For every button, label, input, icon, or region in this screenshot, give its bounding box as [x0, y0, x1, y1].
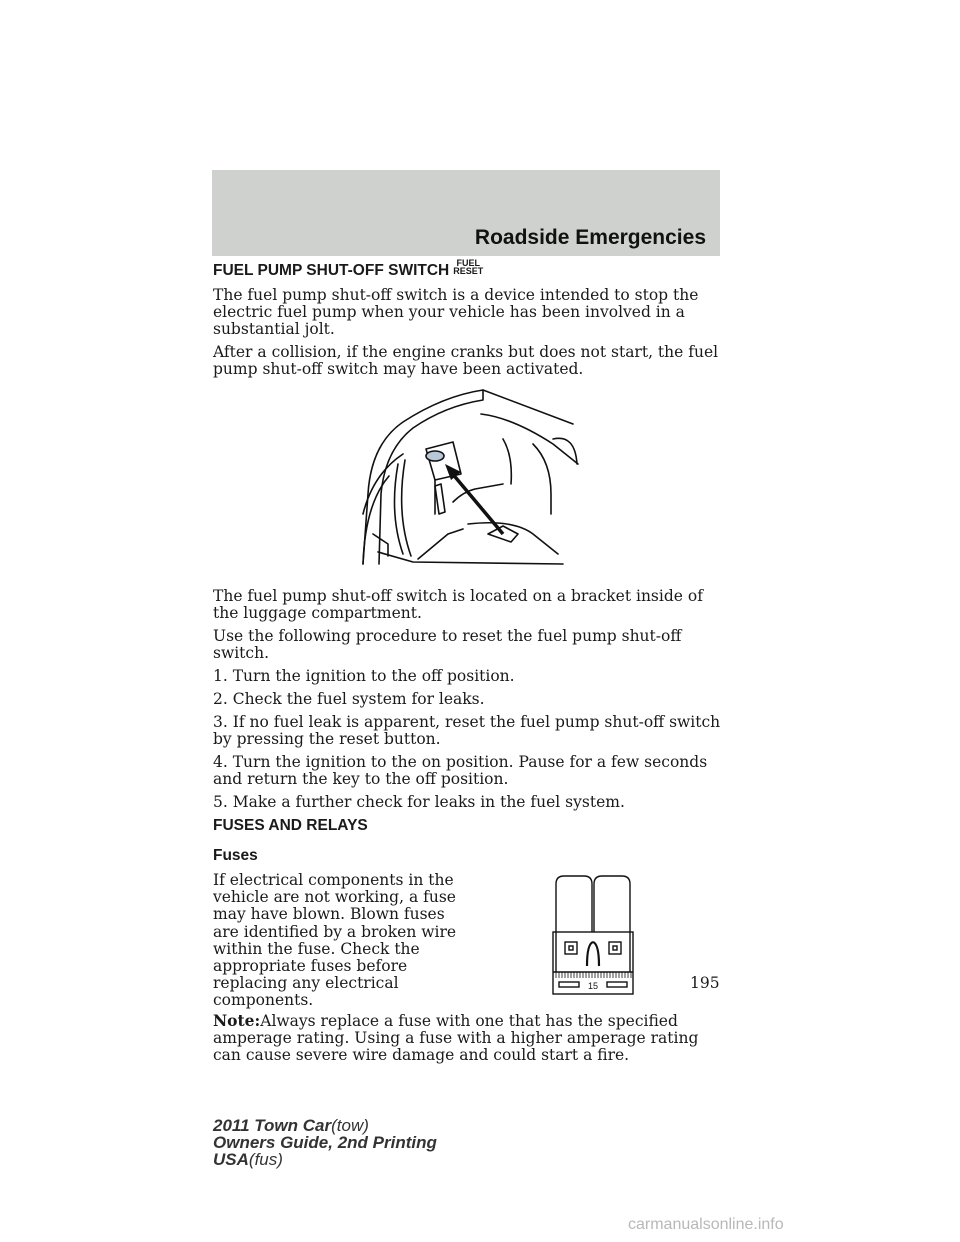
trunk-illustration: [213, 384, 723, 576]
fuel-reset-symbol-line1: FUEL: [456, 258, 480, 268]
reset-button-marker: [426, 451, 444, 461]
footer-model: 2011 Town Car: [213, 1116, 332, 1135]
note-paragraph: [213, 1012, 723, 1064]
footer: [213, 1117, 437, 1168]
fuse-paragraph: If electrical components in the vehicle are not working, a fuse may have blown. Blown fuses are identified by a broken wire within the fuse. Check the appropriate fuses before replacing any electrical components.: [213, 871, 457, 1010]
step-item: 2. Check the fuel system for leaks.: [213, 690, 485, 708]
paragraph: Use the following procedure to reset the fuel pump shut-off switch.: [213, 627, 682, 662]
fuse-illustration: [548, 872, 638, 1002]
page-content: [213, 258, 723, 1070]
header-band: [212, 170, 720, 256]
footer-line-1: [213, 1117, 437, 1134]
fuel-reset-symbol-line2: RESET: [453, 266, 484, 276]
fuel-reset-symbol: [453, 259, 483, 275]
footer-market: USA: [213, 1150, 249, 1169]
step-item: 3. If no fuel leak is apparent, reset the fuel pump shut-off switch by pressing the reset button.: [213, 713, 721, 748]
watermark: carmanualsonline.info: [628, 1216, 784, 1233]
note-text: Always replace a fuse with one that has the specified amperage rating. Using a fuse with a higher amperage rating can cause severe wire damage and could start a fire.: [213, 1012, 699, 1064]
section-title: Roadside Emergencies: [474, 226, 706, 249]
step-item: 4. Turn the ignition to the on position. Pause for a few seconds and return the key to the off position.: [213, 753, 708, 788]
fuse-section: [213, 872, 723, 1012]
footer-market-code: (fus): [248, 1150, 283, 1169]
fuses-relays-heading: FUSES AND RELAYS: [213, 817, 368, 834]
fuel-pump-heading-text: FUEL PUMP SHUT-OFF SWITCH: [213, 262, 450, 279]
page-number: 195: [690, 974, 720, 992]
note-label: Note:: [213, 1011, 261, 1030]
paragraph: The fuel pump shut-off switch is located on a bracket inside of the luggage compartment.: [213, 587, 703, 622]
fuses-subheading: Fuses: [213, 847, 258, 864]
footer-line-3: [213, 1151, 437, 1168]
paragraph: The fuel pump shut-off switch is a device intended to stop the electric fuel pump when your vehicle has been involved in a substantial jolt.: [213, 286, 699, 338]
step-item: 1. Turn the ignition to the off position.: [213, 667, 515, 685]
fuse-rating-label: 15: [587, 981, 599, 991]
trunk-illustration-svg: [213, 384, 723, 576]
fuel-pump-heading: [213, 258, 723, 280]
footer-model-code: (tow): [331, 1116, 369, 1135]
footer-line-2: Owners Guide, 2nd Printing: [213, 1133, 437, 1152]
step-item: 5. Make a further check for leaks in the fuel system.: [213, 793, 625, 811]
paragraph: After a collision, if the engine cranks but does not start, the fuel pump shut-off switch may have been activated.: [213, 343, 719, 378]
fuse-illustration-svg: [548, 872, 638, 1002]
